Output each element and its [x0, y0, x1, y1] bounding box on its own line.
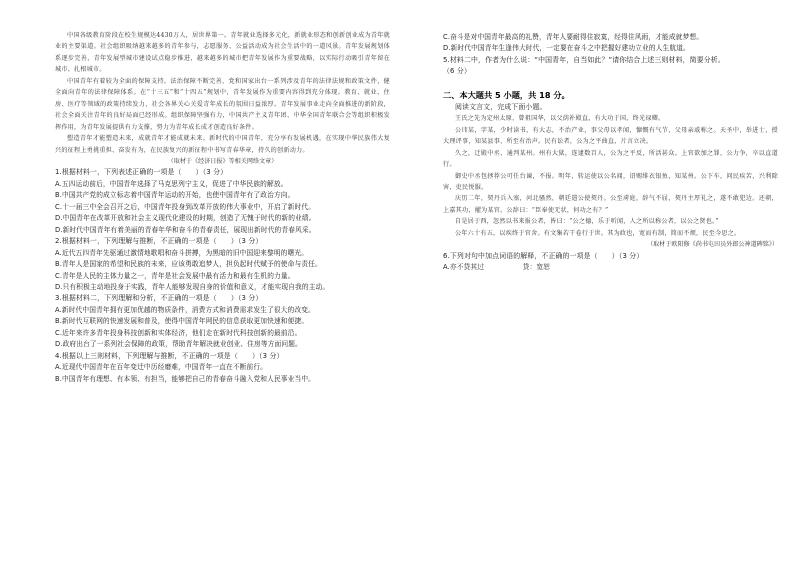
reading-instruction: 阅读文言文，完成下面小题。	[455, 102, 547, 111]
option-a-phrase: A.亦不贷其过	[443, 263, 485, 272]
option: A.近现代中国青年在百年变迁中历经磨难，中国青年一直在不断前行。	[55, 363, 268, 372]
question-3: 3.根据材料二，下列理解和分析，不正确的一项是（ ）（3 分）	[55, 294, 263, 303]
passage-paragraph: 塑造青年才能塑造未来，成就青年才能成就未来。新时代的中国青年，充分享有发展机遇，在实现中华民族伟大复兴的征程上勇挑重担、奋发有为，在民族复兴的新征程中书写青春华章，持久的创新动力。	[55, 135, 390, 154]
option-a-gloss: 贷：宽恕	[522, 263, 550, 272]
option: D.新时代中国青年有着美丽的青春年华和奋斗的青春责任，展现出新时代的青春风采。	[55, 225, 316, 234]
question-4: 4.根据以上三则材料，下列理解与推断，不正确的一项是（ ）（3 分）	[55, 351, 284, 360]
option: D.新时代中国青年生逢伟大时代，一定要在奋斗之中把握好建功立业的人生航道。	[443, 44, 690, 53]
classical-source: （取材于欧阳修《尚书屯田员外郎公神道碑铭》）	[646, 241, 778, 249]
right-column	[443, 32, 778, 274]
option: C.近年来许多青年投身科技创新和实体经济，他们走在新时代科技创新的最前沿。	[55, 328, 302, 337]
classical-paragraph: 御史中丞包拯荐公可任台谏，不报。明年，转运使以公名闻，诏赐绯衣银鱼，知某州。公下车，问民疾苦，兴利除害，吏民悦服。	[443, 172, 778, 191]
classical-paragraph: 庆历二年，契丹兵入塞，河北骚然，朝廷遣公使契丹。公至虏庭，辞气不屈，契丹主厚礼之，遂不敢犯边。还朝，上嘉其功，擢为某官。公辞曰：“臣奉使无状，何功之有？”	[443, 195, 778, 214]
question-2: 2.根据材料一，下列理解与推断，不正确的一项是（ ）（3 分）	[55, 237, 263, 246]
classical-paragraph: 公年六十有五，以疾终于官舍。有文集若干卷行于世。其为政也，宽而有制，简而不烦，民至今思之。	[455, 229, 741, 237]
option: A.近代五四青年先驱通过激情地歌唱和奋斗拼搏，为黑暗的旧中国迎来黎明的曙光。	[55, 248, 309, 257]
option: D.政府出台了一系列社会保障的政策，帮助青年解决就业创业、住房等方面问题。	[55, 340, 302, 349]
option: C.奋斗是对中国青年最高的礼赞，青年人要耐得住寂寞，经得住风雨，才能成就梦想。	[443, 33, 704, 41]
question-6-option-a	[443, 262, 778, 273]
option: A.新时代中国青年拥有更加优越的物质条件，消费方式和消费需求发生了很大的改变。	[55, 305, 315, 314]
question-5-score: （6 分）	[443, 67, 471, 76]
question-1-options	[55, 179, 390, 236]
option: D.只有积极主动地投身于实践，青年人能够发现自身的价值和意义，才能实现自我的主动。	[55, 282, 330, 291]
option: C.青年是人民的主体力量之一，青年是社会发展中最有活力和最有生机的力量。	[55, 271, 295, 280]
option: B.中国共产党的成立标志着中国青年运动的开始，也使中国青年有了政治方向。	[55, 191, 295, 200]
question-1: 1.根据材料一，下列表述正确的一项是（ ）（3 分）	[55, 168, 228, 177]
classical-paragraph: 王氏之先为定州太原，曾祖国华，以父荫补殿直，有大功于国，终光禄卿。	[455, 115, 665, 123]
option: B.新时代互联网的快速发展和普及，使得中国青年网民的信息获取更加快速和便捷。	[55, 317, 309, 326]
classical-paragraph: 自是居于西，忽然以书来报公者，皆曰：“公之德，乐于听闻，人之所以称公者，以公之贤也。”	[455, 218, 719, 226]
question-6: 6.下列对句中加点词语的解释，不正确的一项是（ ）（3 分）	[443, 251, 644, 260]
passage-paragraph: 中国各级教育阶段在校生规模达4430万人，居世界第一。青年就业选择多元化，新就业形态和创新创业成为青年就业的主要渠道。社会组织吸纳越来越多的青年参与，志愿服务、公益活动成为社会生活中的一道风景。青年发展规划体系逐步完善，青年发展型城市建设试点稳步推进，越来越多的城市把青年发展作为重要战略，以实际行动吸引青年留在城市、扎根城市。	[55, 32, 390, 74]
option: B.中国青年有理想、有本领、有担当，能够把自己的青春奋斗融入党和人民事业当中。	[55, 374, 315, 383]
question-3-options	[55, 305, 390, 351]
option: D.中国青年在改革开放和社会主义现代化建设的时期，创造了无愧于时代的新的业绩。	[55, 214, 316, 223]
passage-paragraph: 中国青年有着较为全面的保障支持。法治保障不断完善，党和国家出台一系列涉及青年的法律法规和政策文件，健全面向青年的法律保障体系。在“十三五”和“十四五”规划中，青年发展作为重要内容得到充分体现。教育、就业、住房、医疗等领域的政策持续发力，社会各界关心关爱青年成长的氛围日益浓厚。青年发展事业走向全面推进的新阶段，社会全面关注青年的良好局面已经形成。组织保障坚强有力，中国共产主义青年团、中华全国青年联合会等组织积极发挥作用，为青年发展提供有力支撑，努力为青年成长成才创造良好条件。	[55, 77, 390, 131]
left-column	[55, 30, 390, 385]
question-5: 5.材料二中，作者为什么说：“中国青年，自当如此？”请你结合上述三则材料，简要分析。	[443, 55, 725, 64]
option: B.青年人是国家的希望和民族的未来，应该勇敢追梦人，担负起时代赋予的使命与责任。	[55, 260, 322, 269]
option: A.五四运动前后，中国青年选择了马克思列宁主义，促进了中华民族的解放。	[55, 179, 288, 188]
classical-passage	[443, 113, 778, 239]
classical-paragraph: 久之，迁殿中丞，通判某州。州有大狱，连逮数百人，公为之平反，所活甚众。上官欲加之罪，公力争，卒以直道行。	[443, 149, 778, 169]
option: C.十一届三中全会召开之后，中国青年投身到改革开放的伟大事业中，开启了新时代。	[55, 202, 316, 211]
section-title: 二、本大题共 5 小题，共 18 分。	[443, 89, 570, 100]
question-4-options	[55, 362, 390, 385]
question-2-options	[55, 248, 390, 294]
passage-source: （取材于《经济日报》等相关网络文章）	[167, 157, 278, 165]
classical-paragraph: 公讳某，字某，少时读书，有大志，不治产业，事父母以孝闻，慷慨有气节，父母亲戚称之。天圣中，举进士，授大理评事，知某县事，所至有治声。民有讼者，公为之平曲直，片言立决。	[443, 126, 778, 146]
